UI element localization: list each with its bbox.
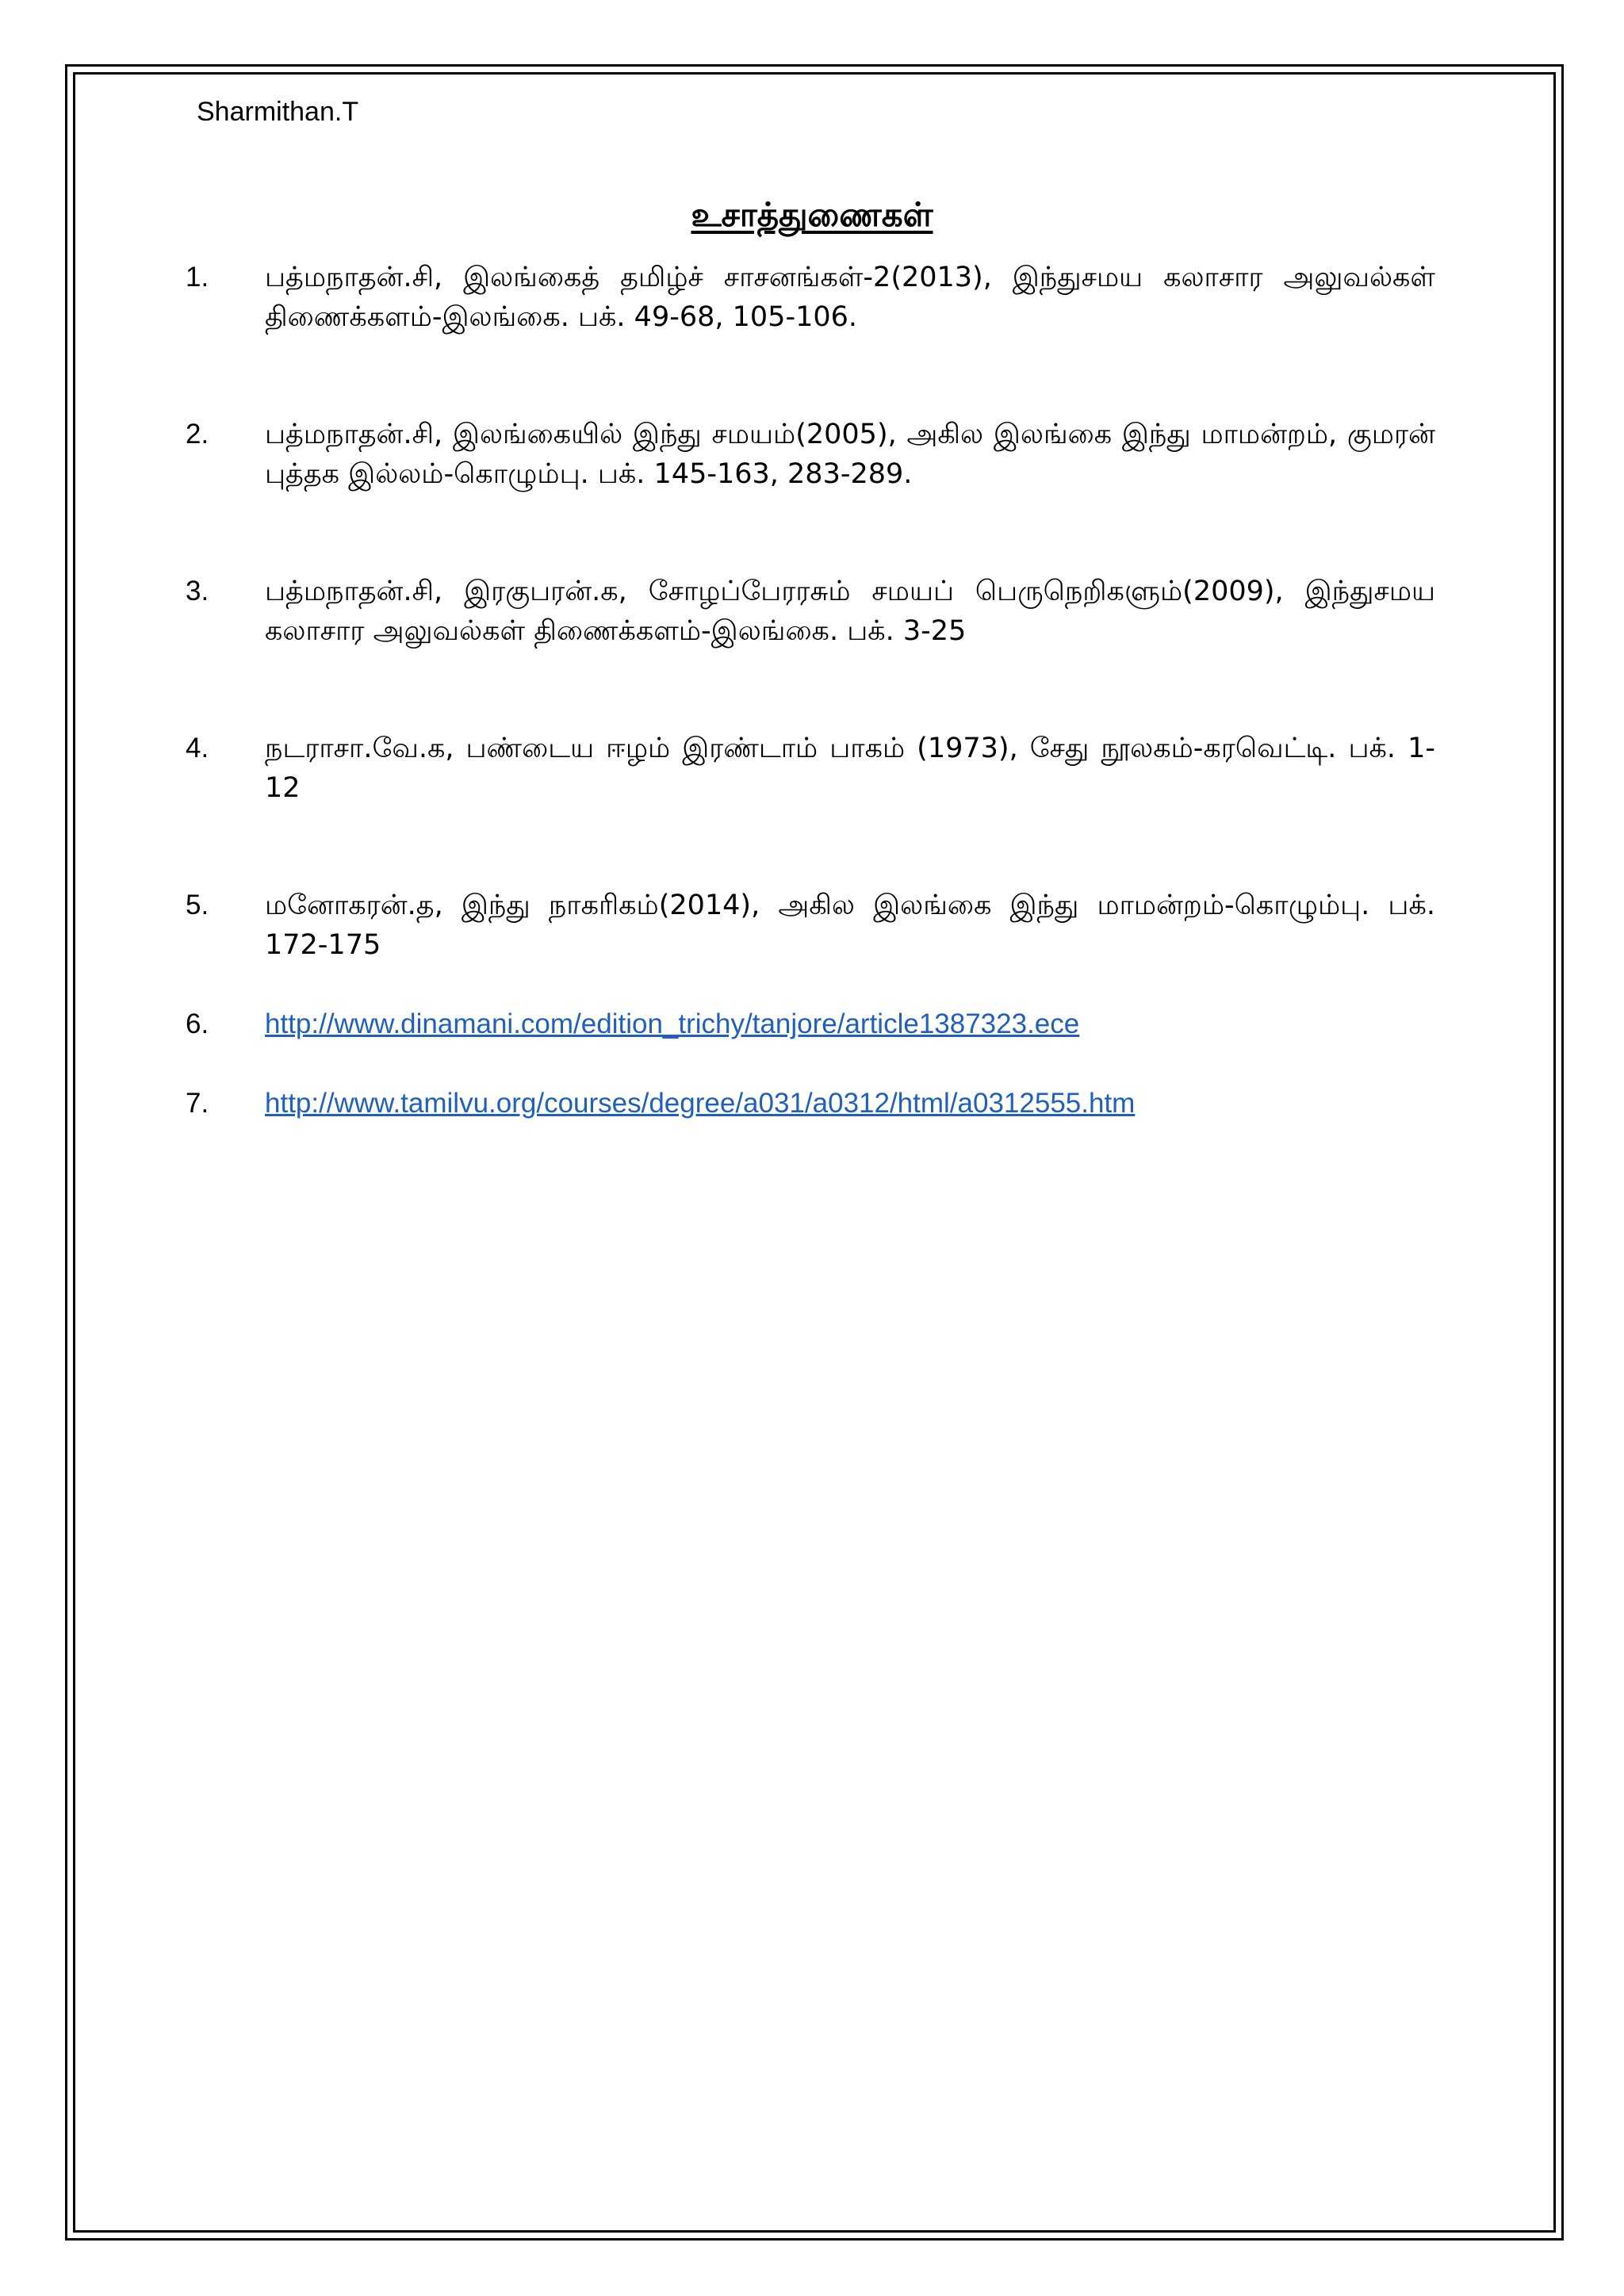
reference-text: பத்மநாதன்.சி, இலங்கைத் தமிழ்ச் சாசனங்கள்-2(2013), இந்துசமய கலாசார அலுவல்கள் திணைக்களம்-இலங்கை. பக். 49-68, 105-106. bbox=[265, 262, 1435, 333]
reference-number: 4. bbox=[186, 733, 209, 763]
reference-text: நடராசா.வே.க, பண்டைய ஈழம் இரண்டாம் பாகம் (1973), சேது நூலகம்-கரவெட்டி. பக். 1-12 bbox=[265, 733, 1435, 804]
reference-number: 3. bbox=[186, 576, 209, 607]
reference-link[interactable]: http://www.dinamani.com/edition_trichy/tanjore/article1387323.ece bbox=[265, 1008, 1080, 1039]
reference-number: 6. bbox=[186, 1008, 209, 1039]
reference-number: 7. bbox=[186, 1088, 209, 1119]
reference-number: 5. bbox=[186, 890, 209, 920]
reference-item-5 bbox=[186, 886, 1435, 965]
reference-text: பத்மநாதன்.சி, இரகுபரன்.க, சோழப்பேரரசும் சமயப் பெருநெறிகளும்(2009), இந்துசமய கலாசார அலுவல்கள் திணைக்களம்-இலங்கை. பக். 3-25 bbox=[265, 576, 1435, 647]
reference-item-7 bbox=[186, 1084, 1435, 1123]
reference-item-6 bbox=[186, 1004, 1435, 1044]
page-title: உசாத்துணைகள் bbox=[691, 195, 933, 234]
author-name: Sharmithan.T bbox=[197, 97, 359, 127]
reference-list bbox=[186, 258, 1435, 1163]
reference-text: மனோகரன்.த, இந்து நாகரிகம்(2014), அகில இலங்கை இந்து மாமன்றம்-கொழும்பு. பக். 172-175 bbox=[265, 890, 1435, 961]
reference-item-1 bbox=[186, 258, 1435, 337]
reference-link[interactable]: http://www.tamilvu.org/courses/degree/a031/a0312/html/a0312555.htm bbox=[265, 1088, 1136, 1119]
reference-item-2 bbox=[186, 415, 1435, 494]
reference-text: பத்மநாதன்.சி, இலங்கையில் இந்து சமயம்(2005), அகில இலங்கை இந்து மாமன்றம், குமரன் புத்தக இல்லம்-கொழும்பு. பக். 145-163, 283-289. bbox=[265, 419, 1435, 490]
reference-item-3 bbox=[186, 572, 1435, 651]
reference-number: 1. bbox=[186, 262, 209, 293]
reference-item-4 bbox=[186, 729, 1435, 808]
reference-number: 2. bbox=[186, 419, 209, 450]
